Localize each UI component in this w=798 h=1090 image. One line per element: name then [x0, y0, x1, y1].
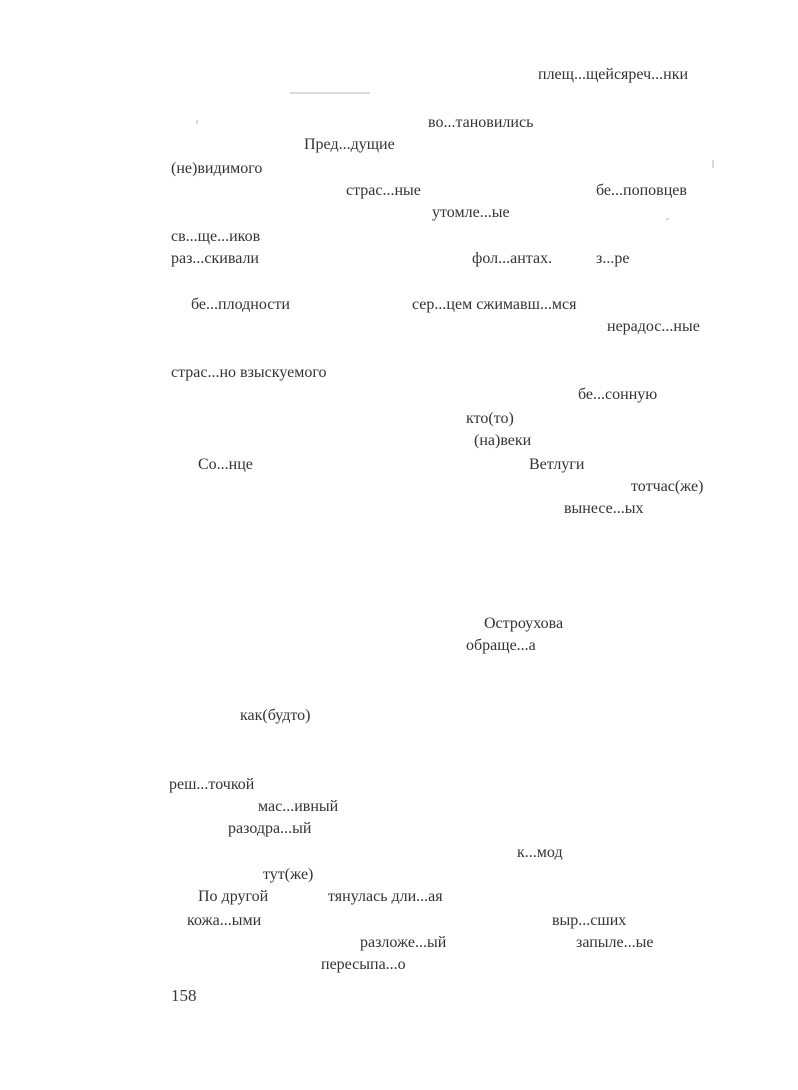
- scan-speck: [666, 218, 669, 220]
- word-9: раз...скивали: [171, 250, 259, 267]
- word-22: вынесе...ых: [564, 500, 644, 517]
- word-4: (не)видимого: [171, 160, 263, 177]
- word-1: плещ...щейсяреч...нки: [538, 66, 689, 83]
- word-17: кто(то): [466, 410, 514, 427]
- word-2: во...тановились: [428, 114, 534, 131]
- word-23: Остроухова: [484, 615, 564, 632]
- word-16: бе...сонную: [578, 386, 658, 403]
- word-21: тотчас(же): [631, 478, 704, 495]
- word-15: страс...но взыскуемого: [171, 364, 327, 381]
- word-32: тянулась дли...ая: [328, 888, 443, 905]
- word-30: тут(же): [263, 866, 314, 883]
- scan-speck: [290, 92, 370, 94]
- word-18: (на)веки: [474, 432, 532, 449]
- word-8: св...ще...иков: [171, 228, 261, 245]
- word-5: страс...ные: [346, 182, 421, 199]
- word-14: нерадос...ные: [607, 318, 700, 335]
- scan-speck: [196, 120, 198, 124]
- word-7: утомле...ые: [432, 204, 510, 221]
- word-25: как(будто): [240, 707, 311, 724]
- word-12: бе...плодности: [191, 296, 290, 313]
- word-13: сер...цем сжимавш...мся: [412, 296, 577, 313]
- word-27: мас...ивный: [258, 798, 339, 815]
- word-35: разложе...ый: [360, 934, 447, 951]
- word-6: бе...поповцев: [596, 182, 687, 199]
- word-24: обраще...а: [466, 637, 536, 654]
- word-37: пересыпа...о: [321, 956, 406, 973]
- word-26: реш...точкой: [169, 776, 255, 793]
- scan-speck: [712, 160, 714, 168]
- word-36: запыле...ые: [576, 934, 654, 951]
- word-31: По другой: [198, 888, 269, 905]
- word-34: выр...сших: [552, 912, 627, 929]
- word-33: кожа...ыми: [187, 912, 262, 929]
- word-29: к...мод: [517, 844, 563, 861]
- word-3: Пред...дущие: [304, 136, 395, 153]
- word-19: Со...нце: [198, 456, 253, 473]
- word-28: разодра...ый: [228, 820, 312, 837]
- word-11: з...ре: [596, 250, 630, 267]
- page-number: 158: [171, 986, 197, 1005]
- word-10: фол...антах.: [472, 250, 553, 267]
- word-20: Ветлуги: [529, 456, 585, 473]
